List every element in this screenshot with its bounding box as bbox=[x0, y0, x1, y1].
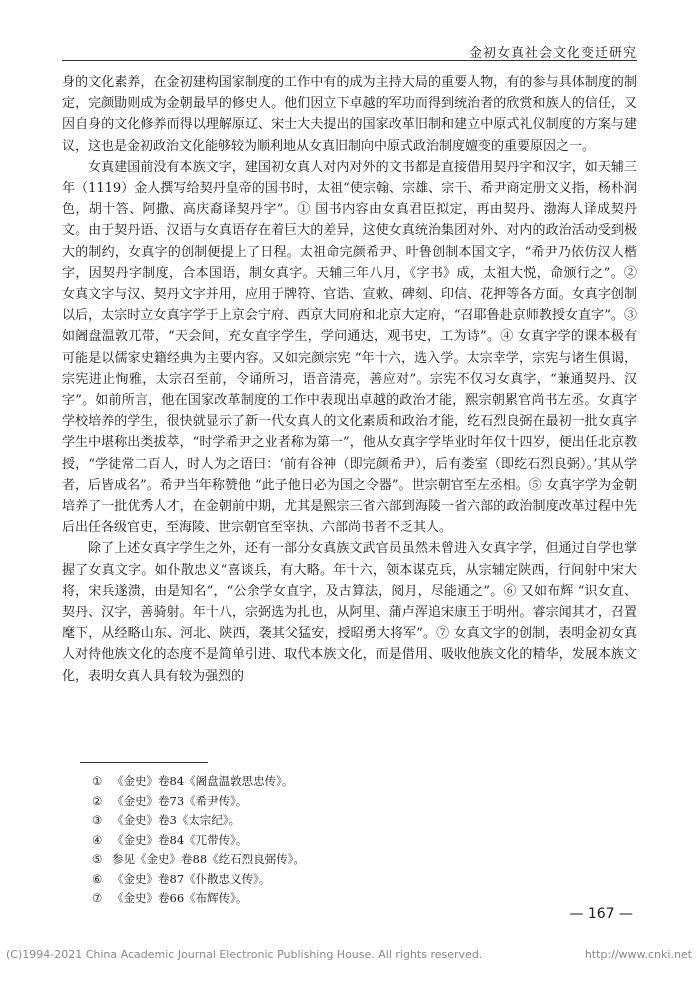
footnote-mark: ⑦ bbox=[92, 891, 103, 905]
footnote-item bbox=[92, 889, 592, 909]
footnote-mark: ① bbox=[92, 774, 103, 788]
copyright-text: (C)1994-2021 China Academic Journal Electronic Publishing House. All rights reserved. bbox=[6, 948, 483, 961]
footnote-text: 《金史》卷66《布辉传》。 bbox=[112, 891, 248, 905]
footnote-text: 《金史》卷84《阇盘温敦思忠传》。 bbox=[112, 774, 294, 788]
footnote-text: 《金史》卷87《仆散忠义传》。 bbox=[112, 871, 271, 886]
running-header bbox=[62, 22, 637, 61]
footnote-text: 《金史》卷73《希尹传》。 bbox=[112, 793, 248, 808]
footnote-mark: ④ bbox=[92, 832, 103, 847]
footnote-mark: ⑤ bbox=[92, 852, 103, 866]
footnotes bbox=[92, 772, 592, 909]
footnote-divider bbox=[80, 762, 208, 763]
copyright-line bbox=[6, 948, 696, 961]
footnote-mark: ③ bbox=[92, 813, 103, 827]
footnote-mark: ⑥ bbox=[92, 871, 103, 886]
footnote-text: 《金史》卷3《太宗纪》。 bbox=[112, 813, 241, 827]
footnote-item bbox=[92, 831, 592, 851]
page-number: — 167 — bbox=[569, 906, 633, 922]
footnote-text: 《金史》卷84《兀带传》。 bbox=[112, 832, 248, 847]
publisher-site-link[interactable]: http://www.cnki.net bbox=[584, 948, 692, 961]
paragraph-jurchen-script: 女真建国前没有本族文字，建国初女真人对内对外的文书都是直接借用契丹字和汉字，如天辅三年（1119）金人撰写给契丹皇帝的国书时，太祖“使宗翰、宗雄、宗干、希尹商定册文义指，杨朴润色，胡十答、阿撒、高庆裔译契丹字”。① 国书内容由女真君臣拟定，再由契丹、渤海人译成契丹文。由于契丹语、汉语与女真语存在着巨大的差异，这使女真统治集团对外、对内的政治活动受到极大的制约，女真字的创制便提上了日程。太祖命完颜希尹、叶鲁创制本国文字，“希尹乃依仿汉人楷字，因契丹字制度，合本国语，制女真字。天辅三年八月，《字书》成，太祖大悦，命颁行之”。② 女真文字与汉、契丹文字并用，应用于牌符、官诰、宣敕、碑刻、印信、花押等各方面。女真字创制以后，太宗时立女真字学于上京会宁府、西京大同府和北京大定府，“召耶鲁赴京师教授女直字”。③ 如阇盘温敦兀带，“天会间，充女直字学生，学问通达，观书史，工为诗”。④ 女真字学的课本极有可能是以儒家史籍经典为主要内容。又如完颜宗宪 “年十六，选入学。太宗幸学，宗宪与诸生俱谒，宗宪进止恂雅，太宗召至前，令诵所习，语音清亮，善应对”。宗宪不仅习女真字，“兼通契丹、汉字”。如前所言，他在国家改革制度的工作中表现出卓越的政治才能，熙宗朝累官尚书左丞。女真字学校培养的学生，很快就显示了新一代女真人的文化素质和政治才能，纥石烈良弼在最初一批女真字学生中堪称出类拔萃，“时学希尹之业者称为第一”，他从女真字学毕业时年仅十四岁，便出任北京教授，“学徒常二百人，时人为之语曰：‘前有谷神（即完颜希尹），后有娄室（即纥石烈良弼）。’其从学者，后皆成名”。希尹当年称赞他 “此子他日必为国之令器”。世宗朝官至左丞相。⑤ 女真字学为金朝培养了一批优秀人才，在金朝前中期，尤其是熙宗三省六部到海陵一省六部的政治制度改革过程中先后出任各级官吏，至海陵、世宗朝官至宰执、六部尚书者不乏其人。 bbox=[62, 159, 637, 536]
footnote-text: 参见《金史》卷88《纥石烈良弼传》。 bbox=[112, 852, 305, 866]
running-header-title: 金初女真社会文化变迁研究 bbox=[468, 46, 637, 61]
paragraph-continued: 身的文化素养，在金初建构国家制度的工作中有的成为主持大局的重要人物，有的参与具体制度的制定，完颜勖则成为金朝最早的修史人。他们因立下卓越的军功而得到统治者的欣赏和族人的信任，又因自身的文化修养而得以理解原辽、宋士大夫提出的国家改革旧制和建立中原式礼仪制度的方案与建议，这也是金初政治文化能够较为顺利地从女真旧制向中原式政治制度嬗变的重要原因之一。 bbox=[62, 75, 637, 154]
footnote-item bbox=[92, 850, 592, 870]
footnote-mark: ② bbox=[92, 793, 103, 808]
paragraph-self-study: 除了上述女真字学生之外，还有一部分女真族文武官员虽然未曾进入女真字学，但通过自学也掌握了女真文字。如仆散忠义“喜谈兵，有大略。年十六，领本谋克兵，从宗辅定陕西，行间射中宋大将，宋兵遂溃，由是知名”，“公余学女直字，及古算法，阅月，尽能通之”。⑥ 又如布辉 “识女直、契丹、汉字，善骑射。年十八，宗弼选为扎也，从阿里、蒲卢浑追宋康王于明州。睿宗闻其才，召置麾下，从经略山东、河北、陕西，袭其父猛安，授昭勇大将军”。⑦ 女真文字的创制，表明金初女真人对待他族文化的态度不是简单引进、取代本族文化，而是借用、吸收他族文化的精华，发展本族文化，表明女真人具有较为强烈的 bbox=[62, 541, 637, 684]
footnote-item bbox=[92, 792, 592, 812]
footnote-item bbox=[92, 811, 592, 831]
body-text bbox=[62, 72, 637, 687]
footnote-item bbox=[92, 870, 592, 890]
footnote-item bbox=[92, 772, 592, 792]
